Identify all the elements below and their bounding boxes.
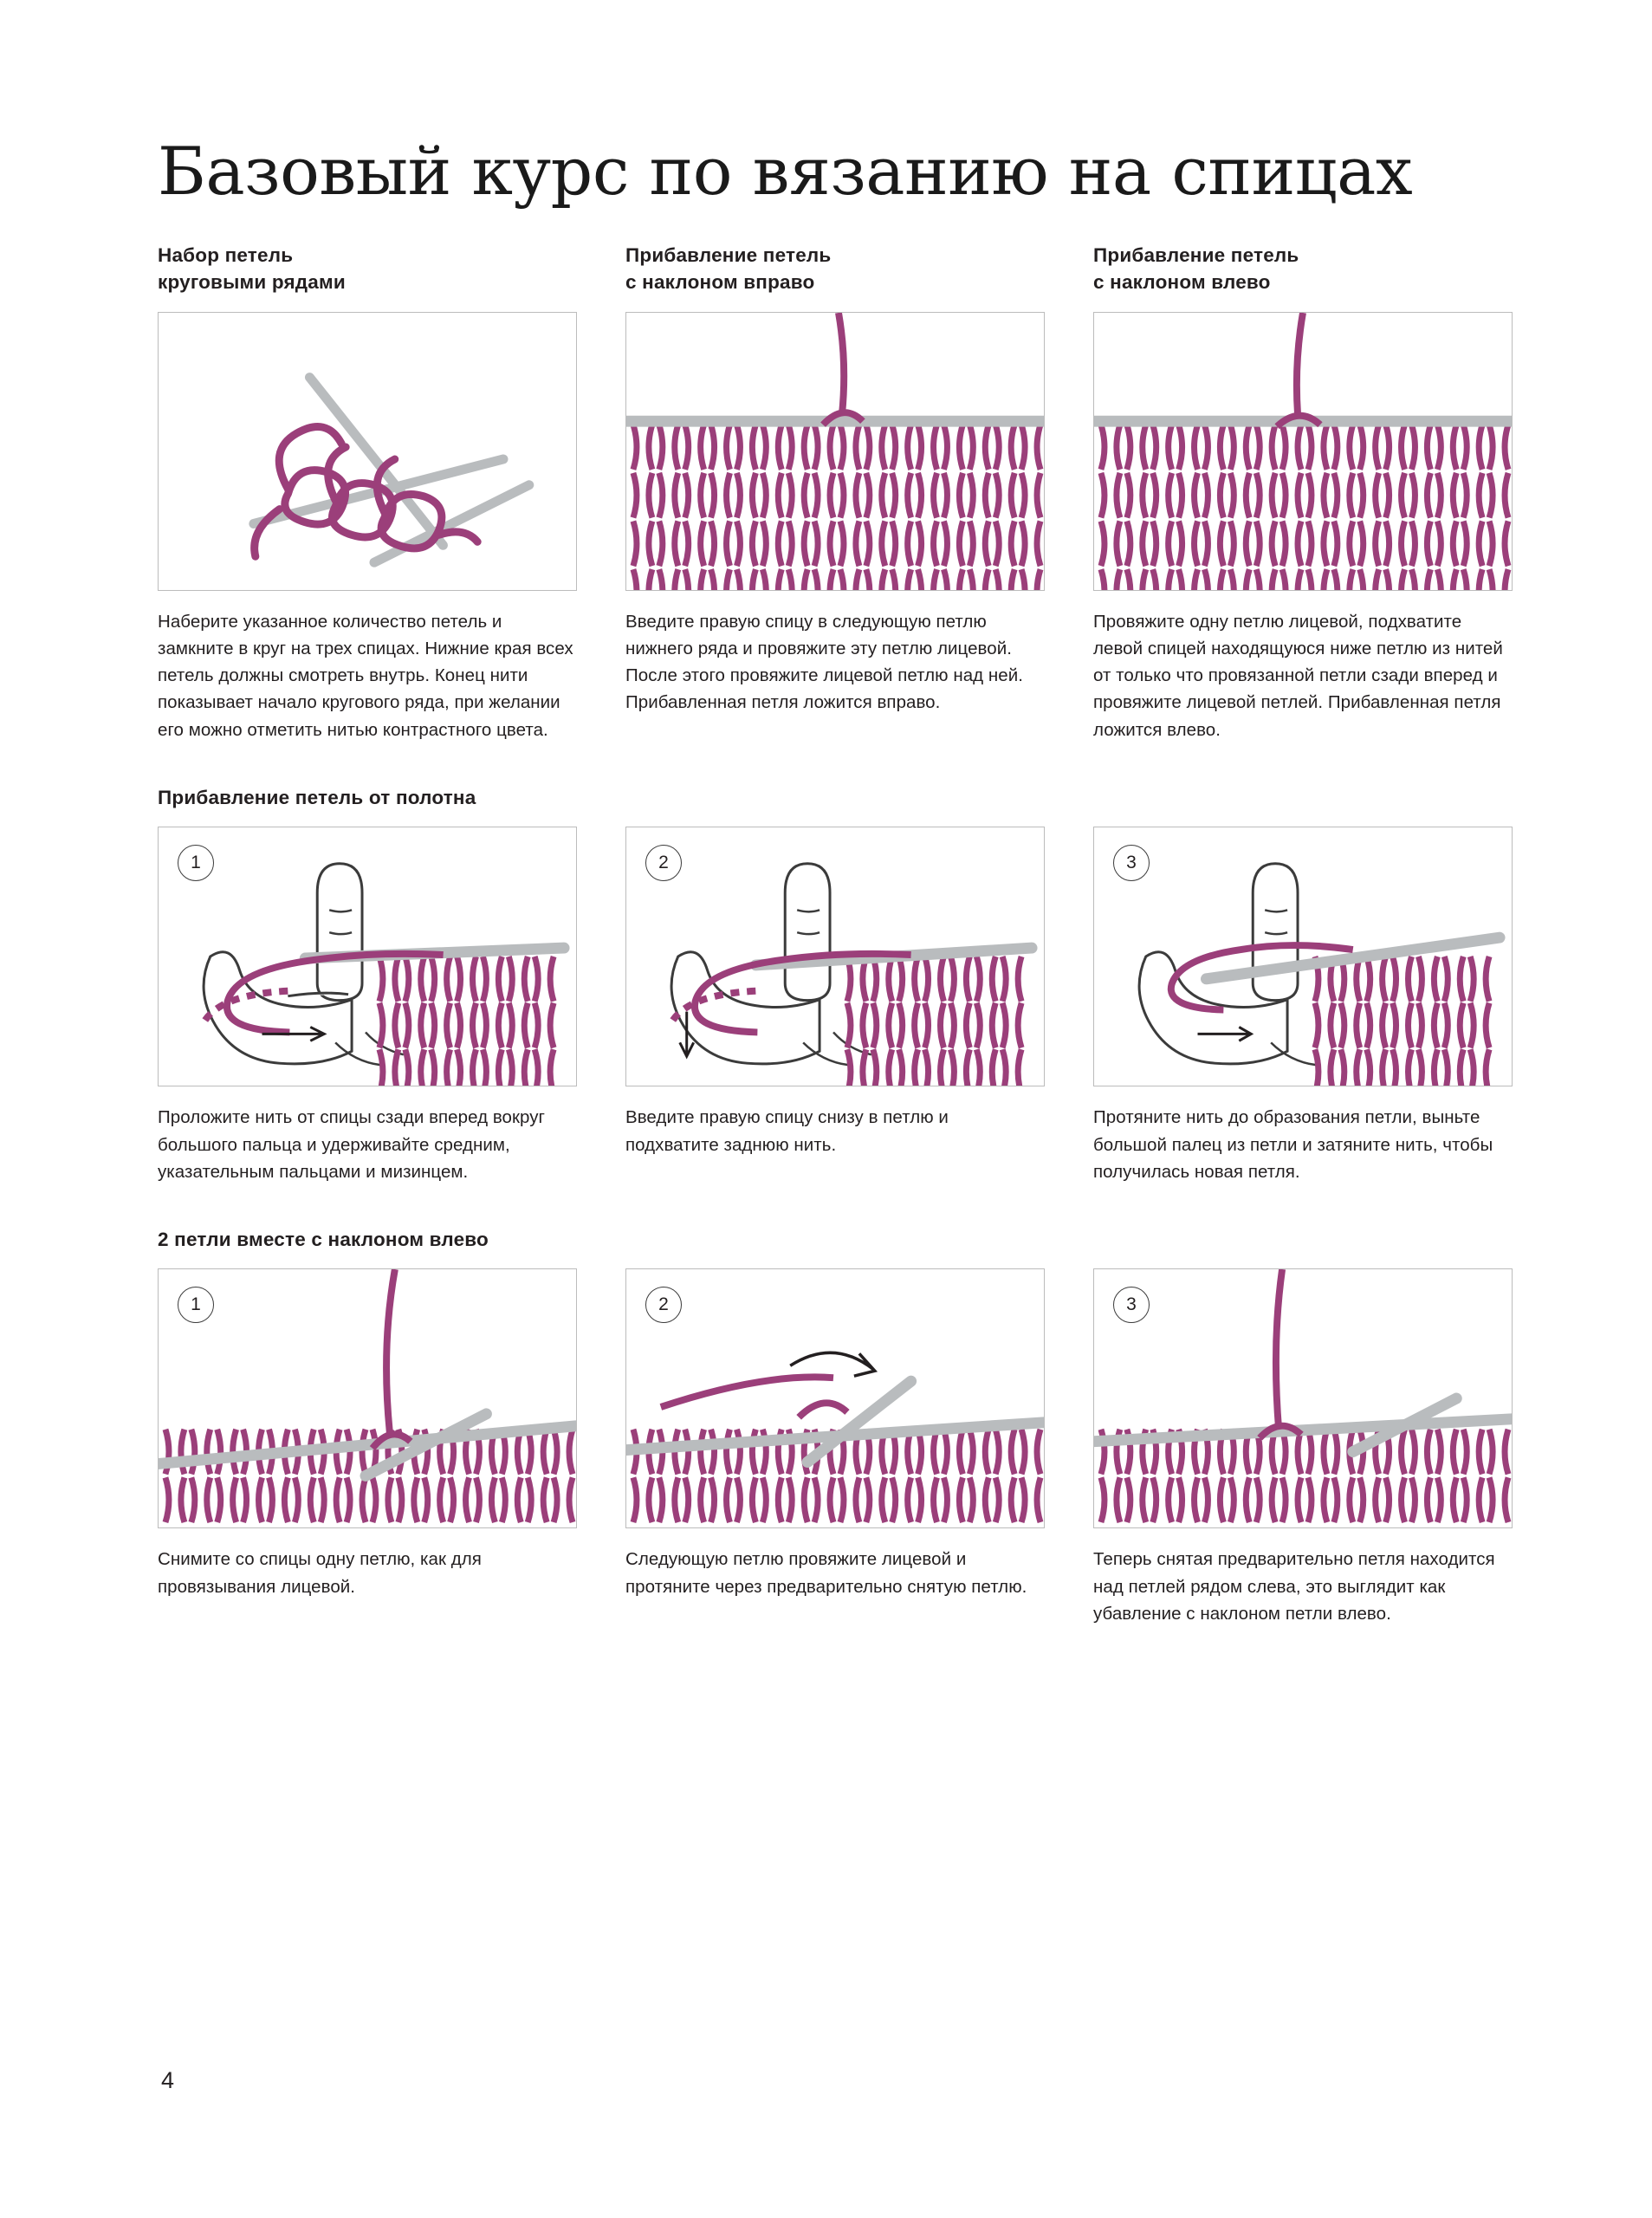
column-backward-loop-step3 <box>1093 827 1513 1184</box>
increase-left-figure <box>1093 312 1513 591</box>
heading-cast-on-circular <box>158 243 577 296</box>
section-row-3 <box>158 1268 1513 1626</box>
caption-cast-on-circular: Наберите указанное количество петель и замкните в круг на трех спицах. Нижние края всех петель должны смотреть внутрь. Конец нити показывает начало кругового ряда, при желании его можно отметить нитью контрастного цвета. <box>158 612 573 740</box>
section-row-2 <box>158 827 1513 1184</box>
column-increase-left <box>1093 243 1513 743</box>
step-badge: 3 <box>1113 1287 1150 1323</box>
heading-line-1: Прибавление петель <box>1093 244 1299 266</box>
step-badge: 2 <box>645 1287 682 1323</box>
caption-ssk-step2: Следующую петлю провяжите лицевой и протяните через предварительно снятую петлю. <box>625 1549 1027 1597</box>
column-cast-on-circular <box>158 243 577 743</box>
heading-increase-left <box>1093 243 1513 296</box>
caption-backward-loop-step3: Протяните нить до образования петли, выньте большой палец из петли и затяните нить, чтобы получилась новая петля. <box>1093 1107 1493 1182</box>
column-increase-right <box>625 243 1045 717</box>
column-ssk-step1 <box>158 1268 577 1599</box>
step-badge: 1 <box>178 1287 214 1323</box>
ssk-step3-figure <box>1093 1268 1513 1528</box>
page-title: Базовый курс по вязанию на спицах <box>158 133 1413 210</box>
section-row-1 <box>158 243 1513 743</box>
column-backward-loop-step2 <box>625 827 1045 1158</box>
page-number: 4 <box>161 2067 175 2093</box>
ssk-step2-figure <box>625 1268 1045 1528</box>
caption-backward-loop-step1: Проложите нить от спицы сзади вперед вокруг большого пальца и удерживайте средним, указательным пальцами и мизинцем. <box>158 1107 546 1182</box>
heading-line-2: с наклоном вправо <box>625 270 815 293</box>
backward-loop-step3-figure <box>1093 827 1513 1086</box>
caption-backward-loop-step2: Введите правую спицу снизу в петлю и подхватите заднюю нить. <box>625 1107 949 1155</box>
page-content <box>158 133 1513 1627</box>
heading-ssk: 2 петли вместе с наклоном влево <box>158 1228 489 1250</box>
caption-ssk-step3: Теперь снятая предварительно петля находится над петлей рядом слева, это выглядит как убавление с наклоном петли влево. <box>1093 1549 1495 1624</box>
cast-on-circular-figure <box>158 312 577 591</box>
column-ssk-step3 <box>1093 1268 1513 1626</box>
heading-increase-right <box>625 243 1045 296</box>
heading-line-1: Прибавление петель <box>625 244 832 266</box>
heading-line-1: Набор петель <box>158 244 294 266</box>
ssk-step1-figure <box>158 1268 577 1528</box>
column-ssk-step2 <box>625 1268 1045 1599</box>
increase-right-figure <box>625 312 1045 591</box>
column-backward-loop-step1 <box>158 827 577 1184</box>
heading-line-2: с наклоном влево <box>1093 270 1271 293</box>
backward-loop-step2-figure <box>625 827 1045 1086</box>
heading-backward-loop: Прибавление петель от полотна <box>158 786 476 808</box>
step-badge: 1 <box>178 845 214 881</box>
caption-increase-right: Введите правую спицу в следующую петлю нижнего ряда и провяжите эту петлю лицевой. После этого провяжите лицевой петлю над ней. Прибавленная петля ложится вправо. <box>625 612 1023 713</box>
caption-ssk-step1: Снимите со спицы одну петлю, как для провязывания лицевой. <box>158 1549 482 1597</box>
caption-increase-left: Провяжите одну петлю лицевой, подхватите левой спицей находящуюся ниже петлю из нитей от только что провязанной петли сзади вперед и провяжите лицевой петлей. Прибавленная петля ложится влево. <box>1093 612 1503 740</box>
step-badge: 2 <box>645 845 682 881</box>
backward-loop-step1-figure <box>158 827 577 1086</box>
step-badge: 3 <box>1113 845 1150 881</box>
spacer-2 <box>158 1185 1513 1227</box>
heading-line-2: круговыми рядами <box>158 270 346 293</box>
spacer-1 <box>158 743 1513 785</box>
